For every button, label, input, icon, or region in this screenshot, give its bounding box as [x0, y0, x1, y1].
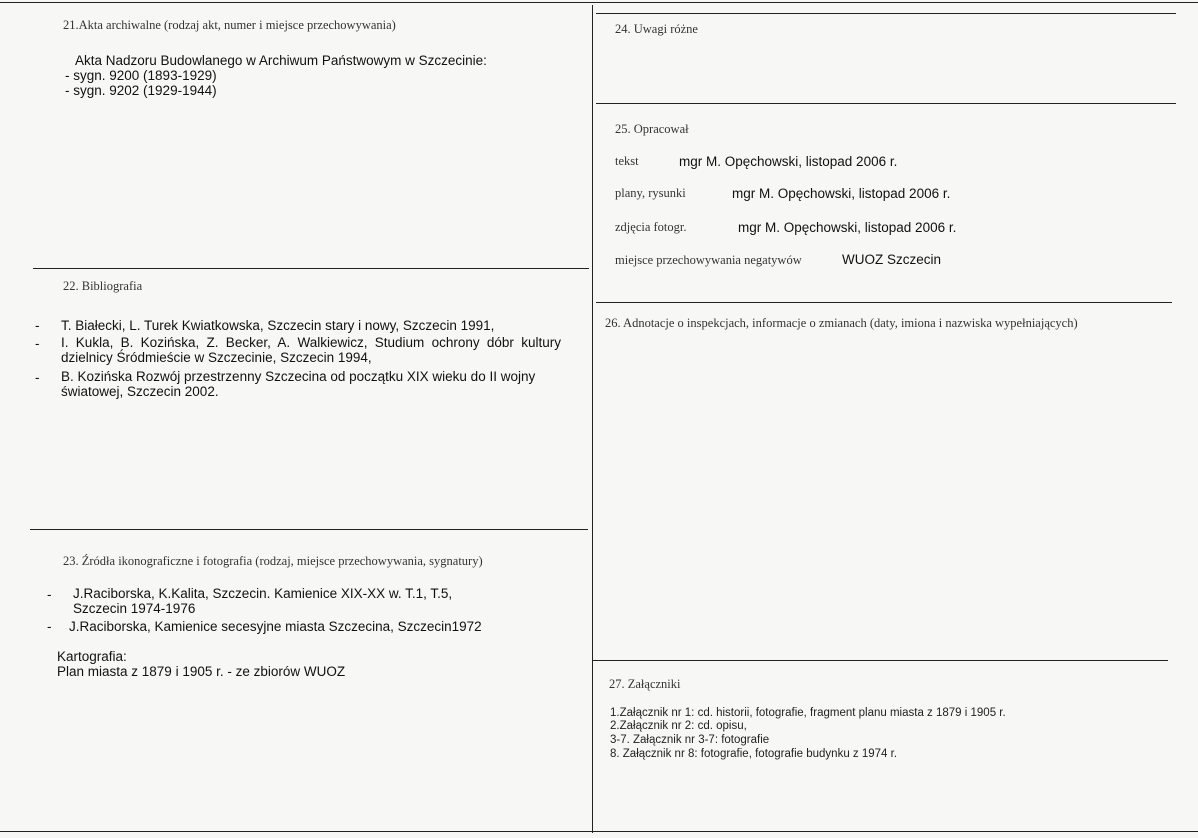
section-24-title: 24. Uwagi różne: [615, 22, 698, 36]
bibliography-item-1: T. Białecki, L. Turek Kwiatkowska, Szczecin stary i nowy, Szczecin 1991,: [61, 318, 495, 333]
author-row-value: WUOZ Szczecin: [842, 252, 942, 267]
top-inner-line: [596, 13, 1176, 14]
bullet-dash: -: [47, 587, 52, 602]
section-21-title: 21.Akta archiwalne (rodzaj akt, numer i miejsce przechowywania): [63, 18, 396, 32]
cartography-label: Kartografia:: [57, 649, 127, 664]
bottom-border: [0, 831, 1198, 832]
author-row-label: tekst: [615, 154, 639, 168]
archive-item-2: - sygn. 9202 (1929-1944): [65, 83, 217, 98]
divider-22-23: [30, 529, 588, 530]
bullet-dash: -: [35, 370, 40, 385]
cartography-text: Plan miasta z 1879 i 1905 r. - ze zbiorów WUOZ: [57, 664, 346, 679]
top-border: [0, 2, 1198, 3]
archive-intro: Akta Nadzoru Budowlanego w Archiwum Państwowym w Szczecinie:: [75, 53, 487, 68]
author-row-value: mgr M. Opęchowski, listopad 2006 r.: [679, 154, 898, 169]
divider-25-26: [596, 302, 1172, 303]
section-27-title: 27. Załączniki: [609, 677, 681, 691]
section-26-title: 26. Adnotacje o inspekcjach, informacje o zmianach (daty, imiona i nazwiska wypełniających): [605, 316, 1078, 330]
author-row-label: zdjęcia fotogr.: [615, 220, 687, 234]
bibliography-item-2: I. Kukla, B. Kozińska, Z. Becker, A. Walkiewicz, Studium ochrony dóbr kultury dzielnicy Śródmieście w Szczecinie, Szczecin 1994,: [61, 335, 561, 365]
author-row-value: mgr M. Opęchowski, listopad 2006 r.: [738, 220, 957, 235]
section-22-title: 22. Bibliografia: [63, 279, 143, 293]
author-row-label: plany, rysunki: [615, 186, 686, 200]
center-divider: [592, 5, 593, 833]
attachment-item: 2.Załącznik nr 2: cd. opisu,: [610, 720, 747, 732]
section-25-title: 25. Opracował: [615, 122, 689, 136]
archive-item-1: - sygn. 9200 (1893-1929): [65, 68, 217, 83]
divider-24-25: [596, 103, 1176, 104]
bullet-dash: -: [35, 336, 40, 351]
bibliography-item-3: B. Kozińska Rozwój przestrzenny Szczecina od początku XIX wieku do II wojny światowej, Szczecin 2002.: [61, 369, 536, 399]
section-23-title: 23. Źródła ikonograficzne i fotografia (rodzaj, miejsce przechowywania, sygnatury): [63, 554, 483, 568]
iconography-item-2: J.Raciborska, Kamienice secesyjne miasta Szczecina, Szczecin1972: [69, 619, 482, 634]
attachment-item: 3-7. Załącznik nr 3-7: fotografie: [610, 734, 770, 746]
divider-21-22: [33, 268, 589, 269]
bullet-dash: -: [47, 619, 52, 634]
attachment-item: 1.Załącznik nr 1: cd. historii, fotografie, fragment planu miasta z 1879 i 1905 r.: [610, 707, 1006, 719]
divider-26-27: [592, 660, 1168, 661]
attachment-item: 8. Załącznik nr 8: fotografie, fotografie budynku z 1974 r.: [610, 748, 898, 760]
bullet-dash: -: [35, 318, 40, 333]
author-row-label: miejsce przechowywania negatywów: [615, 253, 802, 267]
author-row-value: mgr M. Opęchowski, listopad 2006 r.: [732, 186, 951, 201]
iconography-item-1: J.Raciborska, K.Kalita, Szczecin. Kamienice XIX-XX w. T.1, T.5, Szczecin 1974-1976: [73, 586, 453, 616]
